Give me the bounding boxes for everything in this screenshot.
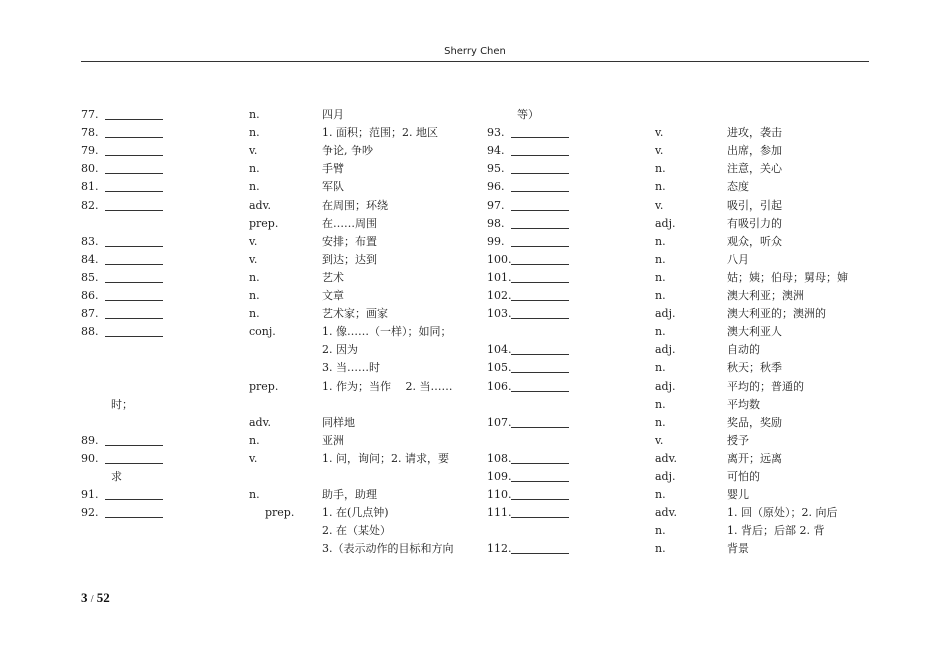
chinese-meaning: 3.（表示动作的目标和方向 — [322, 542, 454, 556]
entry-number: 86. — [81, 289, 99, 302]
chinese-meaning: 1. 面积；范围；2. 地区 — [322, 126, 438, 140]
chinese-meaning: 同样地 — [322, 415, 355, 429]
vocab-row — [0, 178, 950, 196]
chinese-meaning: 澳大利亚人 — [727, 325, 782, 339]
part-of-speech: n. — [655, 252, 666, 266]
entry-number: 89. — [81, 433, 99, 447]
answer-blank[interactable] — [511, 416, 569, 428]
chinese-meaning: 离开；远离 — [727, 451, 782, 465]
vocab-row — [0, 522, 950, 540]
chinese-meaning: 出席，参加 — [727, 144, 782, 158]
chinese-meaning: 1. 像……（一样）；如同； — [322, 325, 452, 339]
vocab-row — [0, 414, 950, 432]
chinese-meaning: 1. 问，询问；2. 请求，要 — [322, 451, 449, 465]
part-of-speech: n. — [655, 542, 666, 556]
answer-blank[interactable] — [511, 235, 569, 247]
part-of-speech: adv. — [249, 198, 272, 212]
vocab-row — [0, 486, 950, 504]
part-of-speech: adj. — [655, 307, 676, 321]
answer-blank[interactable] — [511, 199, 569, 211]
part-of-speech: n. — [249, 488, 260, 502]
entry-number: 82. — [81, 198, 99, 212]
entry-number: 84. — [81, 252, 99, 266]
entry-number: 111. — [487, 506, 512, 520]
part-of-speech: prep. — [249, 216, 279, 230]
chinese-meaning: 奖品，奖励 — [727, 415, 782, 429]
vocab-row — [0, 215, 950, 233]
answer-blank[interactable] — [511, 542, 569, 554]
answer-blank[interactable] — [511, 126, 569, 138]
answer-blank[interactable] — [511, 361, 569, 373]
entry-number: 103. — [487, 307, 512, 321]
part-of-speech: adv. — [655, 451, 678, 465]
part-of-speech: n. — [249, 307, 260, 321]
chinese-meaning: 澳大利亚的；澳洲的 — [727, 307, 826, 321]
part-of-speech: adv. — [249, 415, 272, 429]
entry-number: 108. — [487, 451, 512, 465]
vocab-row — [0, 359, 950, 377]
part-of-speech: n. — [655, 361, 666, 375]
chinese-meaning: 亚洲 — [322, 433, 344, 447]
vocab-row — [0, 323, 950, 341]
chinese-meaning: 1. 背后；后部 2. 背 — [727, 524, 825, 538]
entry-number: 77. — [81, 108, 99, 121]
chinese-meaning: 艺术家；画家 — [322, 307, 388, 321]
chinese-meaning: 秋天；秋季 — [727, 361, 782, 375]
entry-number: 105. — [487, 361, 512, 375]
vocab-row — [0, 106, 950, 124]
chinese-meaning: 1. 作为；当作 2. 当…… — [322, 379, 453, 393]
chinese-meaning: 助手，助理 — [322, 488, 377, 502]
entry-number: 112. — [487, 542, 512, 556]
vocab-row — [0, 124, 950, 142]
chinese-meaning: 自动的 — [727, 343, 760, 357]
entry-number: 94. — [487, 144, 505, 158]
part-of-speech: adj. — [655, 216, 676, 230]
chinese-meaning: 有吸引力的 — [727, 216, 782, 230]
entry-number: 110. — [487, 488, 512, 502]
chinese-meaning: 态度 — [727, 180, 749, 194]
answer-blank[interactable] — [511, 253, 569, 265]
part-of-speech: v. — [249, 144, 258, 158]
entry-number: 106. — [487, 379, 512, 393]
chinese-meaning: 婴儿 — [727, 488, 749, 502]
vocab-row — [0, 287, 950, 305]
vocab-row — [0, 396, 950, 414]
part-of-speech: adj. — [655, 343, 676, 357]
chinese-meaning: 手臂 — [322, 162, 344, 176]
answer-blank[interactable] — [511, 452, 569, 464]
chinese-meaning: 背景 — [727, 542, 749, 556]
total-pages: 52 — [96, 590, 110, 605]
answer-blank[interactable] — [511, 180, 569, 192]
chinese-meaning: 平均的；普通的 — [727, 379, 804, 393]
part-of-speech: n. — [249, 289, 260, 302]
vocab-row — [0, 305, 950, 323]
part-of-speech: n. — [655, 270, 666, 284]
entry-number: 99. — [487, 234, 505, 248]
answer-blank[interactable] — [511, 343, 569, 355]
chinese-meaning: 可怕的 — [727, 470, 760, 483]
chinese-meaning: 1. 在(几点钟) — [322, 506, 389, 520]
chinese-meaning: 文章 — [322, 289, 344, 302]
answer-blank[interactable] — [511, 488, 569, 500]
part-of-speech: n. — [249, 126, 260, 140]
part-of-speech: adj. — [655, 379, 676, 393]
entry-number: 107. — [487, 415, 512, 429]
entry-number: 102. — [487, 289, 512, 302]
chinese-meaning: 观众，听众 — [727, 234, 782, 248]
part-of-speech: prep. — [249, 379, 279, 393]
entry-number: 100. — [487, 252, 512, 266]
part-of-speech: v. — [655, 126, 664, 140]
answer-blank[interactable] — [511, 307, 569, 319]
entry-number: 96. — [487, 180, 505, 194]
chinese-meaning: 2. 因为 — [322, 343, 358, 357]
entry-number: 83. — [81, 234, 99, 248]
part-of-speech: v. — [655, 433, 664, 447]
entry-number: 91. — [81, 488, 99, 502]
part-of-speech: n. — [249, 108, 260, 121]
part-of-speech: adj. — [655, 470, 676, 483]
part-of-speech: n. — [655, 415, 666, 429]
part-of-speech: n. — [655, 162, 666, 176]
chinese-meaning: 吸引，引起 — [727, 198, 782, 212]
entry-number: 87. — [81, 307, 99, 321]
chinese-meaning: 艺术 — [322, 270, 344, 284]
page-number — [81, 590, 110, 606]
entry-number: 78. — [81, 126, 99, 140]
part-of-speech: n. — [655, 488, 666, 502]
chinese-meaning: 争论, 争吵 — [322, 144, 373, 158]
part-of-speech: v. — [249, 451, 258, 465]
page-header-author: Sherry Chen — [444, 46, 506, 57]
part-of-speech: v. — [249, 234, 258, 248]
entry-number: 80. — [81, 162, 99, 176]
chinese-meaning: 进攻，袭击 — [727, 126, 782, 140]
chinese-meaning: 在……周围 — [322, 216, 377, 230]
vocab-row — [0, 341, 950, 359]
chinese-meaning: 八月 — [727, 252, 749, 266]
answer-blank[interactable] — [511, 144, 569, 156]
chinese-meaning: 在周围；环绕 — [322, 198, 388, 212]
vocab-row — [0, 504, 950, 522]
answer-blank[interactable] — [511, 506, 569, 518]
chinese-meaning: 授予 — [727, 433, 749, 447]
part-of-speech: conj. — [249, 325, 276, 339]
vocab-row — [0, 540, 950, 558]
entry-number: 97. — [487, 198, 505, 212]
answer-blank[interactable] — [511, 162, 569, 174]
page-separator: / — [90, 594, 94, 605]
part-of-speech: n. — [249, 433, 260, 447]
part-of-speech: prep. — [265, 506, 295, 520]
part-of-speech: v. — [249, 252, 258, 266]
part-of-speech: n. — [655, 397, 666, 411]
part-of-speech: n. — [655, 234, 666, 248]
header-rule — [81, 61, 869, 62]
part-of-speech: n. — [249, 162, 260, 176]
vocab-row — [0, 160, 950, 178]
answer-blank[interactable] — [511, 289, 569, 301]
answer-blank[interactable] — [511, 380, 569, 392]
vocab-row — [0, 197, 950, 215]
entry-number: 85. — [81, 270, 99, 284]
vocab-row — [0, 468, 950, 486]
chinese-meaning: 注意，关心 — [727, 162, 782, 176]
chinese-meaning: 军队 — [322, 180, 344, 194]
part-of-speech: v. — [655, 144, 664, 158]
wrapped-meaning-continuation: 时； — [111, 397, 133, 411]
entry-number: 81. — [81, 180, 99, 194]
entry-number: 79. — [81, 144, 99, 158]
vocab-row — [0, 233, 950, 251]
vocab-row — [0, 269, 950, 287]
entry-number: 104. — [487, 343, 512, 357]
entry-number: 101. — [487, 270, 512, 284]
vocab-row — [0, 251, 950, 269]
entry-number: 90. — [81, 451, 99, 465]
chinese-meaning: 四月 — [322, 108, 344, 121]
chinese-meaning: 澳大利亚；澳洲 — [727, 289, 804, 302]
answer-blank[interactable] — [511, 470, 569, 482]
chinese-meaning: 平均数 — [727, 397, 760, 411]
entry-number: 98. — [487, 216, 505, 230]
part-of-speech: v. — [655, 198, 664, 212]
chinese-meaning: 2. 在（某处） — [322, 524, 391, 538]
entry-number: 93. — [487, 126, 505, 140]
entry-number: 92. — [81, 506, 99, 520]
wrapped-meaning-continuation: 等） — [517, 108, 539, 121]
part-of-speech: n. — [249, 180, 260, 194]
chinese-meaning: 1. 回（原处）；2. 向后 — [727, 506, 838, 520]
wrapped-meaning-continuation: 求 — [111, 470, 122, 483]
vocab-row — [0, 142, 950, 160]
vocab-row — [0, 378, 950, 396]
chinese-meaning: 3. 当……时 — [322, 361, 380, 375]
answer-blank[interactable] — [511, 217, 569, 229]
entry-number: 95. — [487, 162, 505, 176]
entry-number: 88. — [81, 325, 99, 339]
part-of-speech: n. — [249, 270, 260, 284]
entry-number: 109. — [487, 470, 512, 483]
vocab-row — [0, 450, 950, 468]
part-of-speech: n. — [655, 325, 666, 339]
part-of-speech: n. — [655, 289, 666, 302]
answer-blank[interactable] — [511, 271, 569, 283]
chinese-meaning: 姑；姨；伯母；舅母；婶 — [727, 270, 848, 284]
part-of-speech: n. — [655, 524, 666, 538]
chinese-meaning: 到达；达到 — [322, 252, 377, 266]
part-of-speech: adv. — [655, 506, 678, 520]
chinese-meaning: 安排；布置 — [322, 234, 377, 248]
current-page: 3 — [81, 590, 88, 605]
part-of-speech: n. — [655, 180, 666, 194]
vocab-row — [0, 432, 950, 450]
